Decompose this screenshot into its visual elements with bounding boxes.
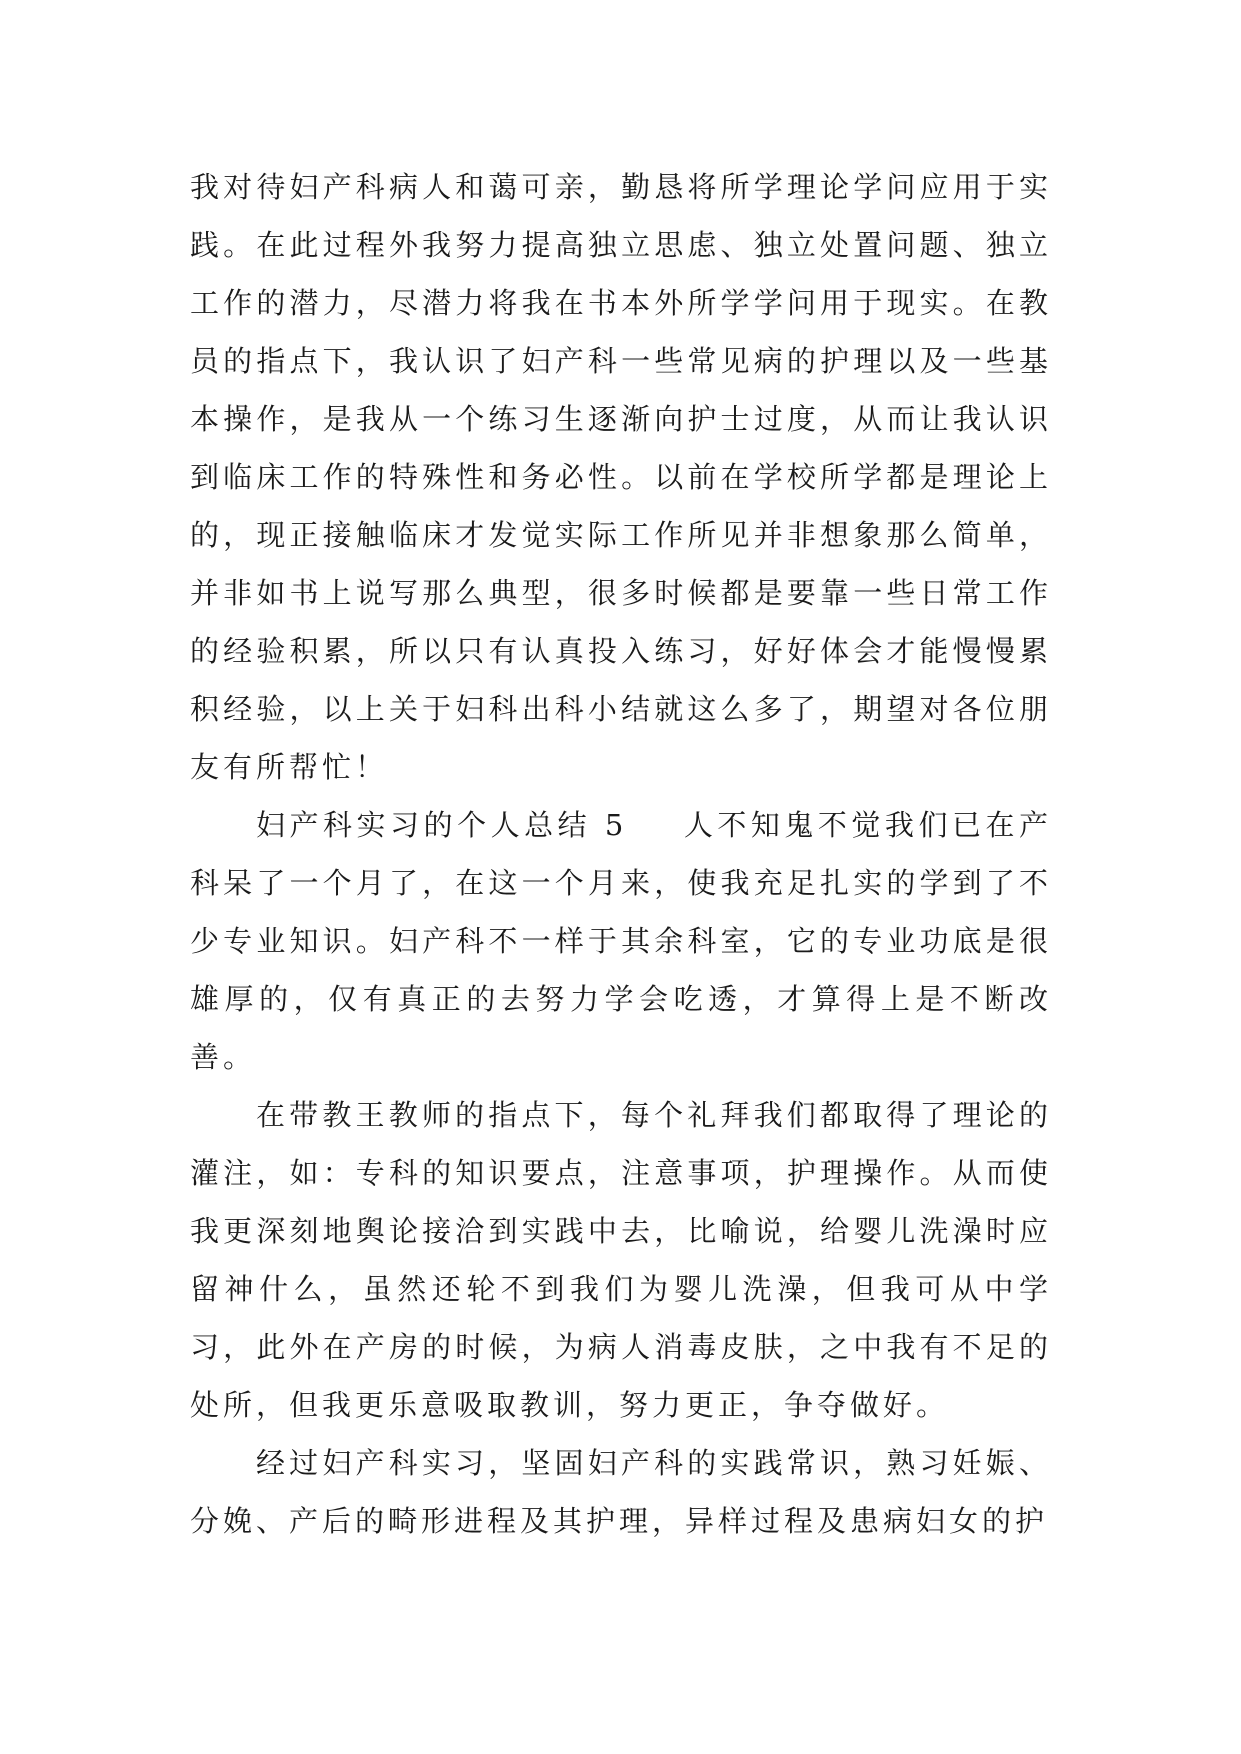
paragraph-2 <box>190 796 1052 1086</box>
paragraph-1: 我对待妇产科病人和蔼可亲，勤恳将所学理论学问应用于实践。在此过程外我努力提高独立思虑、独立处置问题、独立工作的潜力，尽潜力将我在书本外所学学问用于现实。在教员的指点下，我认识了妇产科一些常见病的护理以及一些基本操作，是我从一个练习生逐渐向护士过度，从而让我认识到临床工作的特殊性和务必性。以前在学校所学都是理论上的，现正接触临床才发觉实际工作所见并非想象那么简单，并非如书上说写那么典型，很多时候都是要靠一些日常工作的经验积累，所以只有认真投入练习，好好体会才能慢慢累积经验，以上关于妇科出科小结就这么多了，期望对各位朋友有所帮忙！ <box>190 170 1052 784</box>
paragraph-4: 经过妇产科实习，坚固妇产科的实践常识，熟习妊娠、分娩、产后的畸形进程及其护理，异样过程及患病妇女的护 <box>190 1446 1052 1538</box>
document-body <box>190 158 1052 1550</box>
section-heading: 妇产科实习的个人总结 5 <box>256 808 628 842</box>
paragraph-2-text: 人不知鬼不觉我们已在产科呆了一个月了，在这一个月来，使我充足扎实的学到了不少专业知识。妇产科不一样于其余科室，它的专业功底是很雄厚的，仅有真正的去努力学会吃透，才算得上是不断改善。 <box>190 808 1052 1074</box>
paragraph-3: 在带教王教师的指点下，每个礼拜我们都取得了理论的灌注，如：专科的知识要点，注意事项，护理操作。从而使我更深刻地舆论接洽到实践中去，比喻说，给婴儿洗澡时应留神什么，虽然还轮不到我们为婴儿洗澡，但我可从中学习，此外在产房的时候，为病人消毒皮肤，之中我有不足的处所，但我更乐意吸取教训，努力更正，争夺做好。 <box>190 1098 1052 1422</box>
